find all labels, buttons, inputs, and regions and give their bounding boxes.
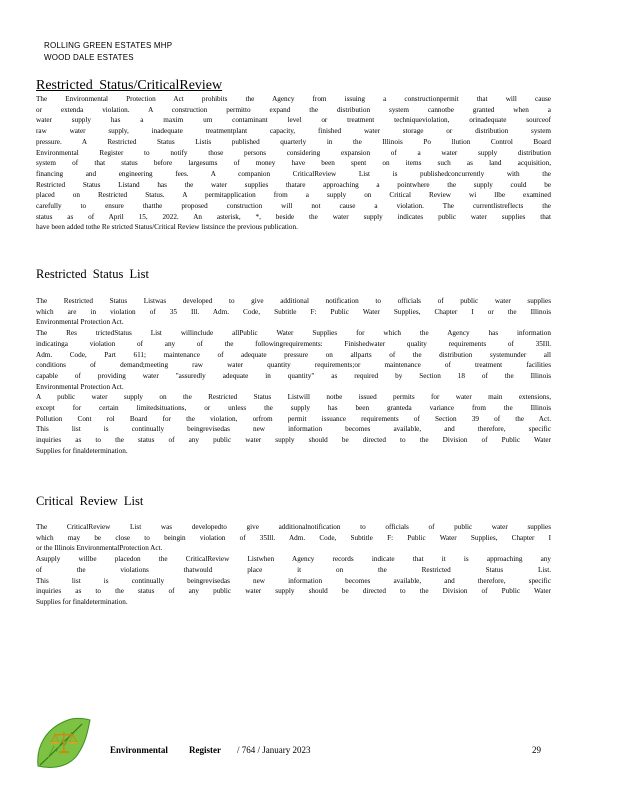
text-line: Adm. Code, Part 611; maintenance of adequate pressure on allparts of the distribution systemunder all [36, 350, 551, 359]
text-line: The Restricted Status Listwas developed to give additional notification to officials of public water supplies [36, 297, 551, 305]
text-line: or the Illinois EnvironmentalProtection Act. [36, 544, 163, 553]
text-line: Environmental Register to notify those persons considering expansion of a water supply distribution [36, 148, 551, 157]
heading-critical-list: Critical Review List [36, 494, 144, 508]
text-line: Pollution Cont rol Board for the violation, orfrom permit issuance requirements of Section 39 of the Act. [36, 414, 551, 423]
text-line: pressure. A Restricted Status Listis published quarterly in the Illinois Po llution Control Board [36, 137, 551, 146]
text-line: Supplies for finaldetermination. [36, 597, 128, 606]
text-line: This list is continually beingrevisedas new information becomes available, and therefore, specific [36, 576, 551, 585]
footer-publication-a: Environmental [110, 745, 168, 755]
footer-publication-b: Register [189, 745, 221, 755]
text-line: status as of April 15, 2022. An asterisk, *, beside the water supply indicates public water supplies that [36, 212, 551, 221]
text-line: water supply has a maxim um contaminant level or treatment techniqueviolation, orinadequate sourceof [36, 116, 551, 125]
text-line: have been added tothe Re stricted Status/Critical Review listsince the previous publication. [36, 223, 298, 232]
text-line: Supplies for finaldetermination. [36, 446, 128, 455]
page-number: 29 [532, 745, 541, 755]
heading-restricted-critical: Restricted Status/CriticalReview [36, 78, 223, 93]
text-line: indicatinga violation of any of the followingrequirements: Finishedwater quality requirements of 35Ill. [36, 339, 551, 348]
text-line: inquiries as to the status of any public water supply should be directed to the Division of Public Water [36, 436, 551, 445]
text-line: Environmental Protection Act. [36, 382, 124, 391]
text-line: system of that status before largesums of money have been spent on items such as land acquisition, [36, 159, 551, 168]
leaf-scales-logo-icon [34, 716, 94, 772]
text-line: This list is continually beingrevisedas new information becomes available, and therefore, specific [36, 425, 551, 434]
text-line: conditions of demand;meeting raw water quantity requirements;or maintenance of treatment facilities [36, 361, 551, 370]
text-line: inquiries as to the status of any public water supply should be directed to the Division of Public Water [36, 587, 551, 596]
text-line: raw water supply, inadequate treatmentplant capacity, finished water storage or distribution system [36, 127, 551, 136]
text-line: The CriticalReview List was developedto give additionalnotification to officials of public water supplies [36, 523, 551, 531]
paragraph-critical-list [36, 522, 551, 608]
text-line: carefully to ensure thatthe proposed construction will not cause a violation. The currentlistreflects the [36, 202, 551, 211]
text-line: or extenda violation. A construction permitto expand the distribution system cannotbe granted when a [36, 105, 551, 114]
text-line: Asupply willbe placedon the CriticalReview Listwhen Agency records indicate that it is approaching any [36, 555, 551, 564]
text-line: The Environmental Protection Act prohibits the Agency from issuing a constructionpermit that will cause [36, 95, 551, 103]
header-line-2: WOOD DALE ESTATES [44, 53, 134, 62]
text-line: A public water supply on the Restricted Status Listwill notbe issued permits for water main extensions, [36, 393, 551, 402]
text-line: which are in violation of 35 Ill. Adm. Code, Subtitle F: Public Water Supplies, Chapter I or the Illinois [36, 307, 551, 316]
paragraph-restricted-list [36, 296, 551, 457]
paragraph-restricted-critical [36, 94, 551, 233]
text-line: except for certain limitedsituations, or unless the supply has been granteda variance from the Illinois [36, 404, 551, 413]
footer-issue: / 764 / January 2023 [237, 745, 311, 755]
text-line: Environmental Protection Act. [36, 318, 124, 327]
text-line: The Res trictedStatus List willinclude allPublic Water Supplies for which the Agency has information [36, 329, 551, 338]
header-line-1: ROLLING GREEN ESTATES MHP [44, 41, 173, 50]
document-header [44, 40, 172, 64]
heading-restricted-list: Restricted Status List [36, 267, 149, 281]
text-line: capable of providing water "assuredly adequate in quantity" as required by Section 18 of the Illinois [36, 371, 551, 380]
text-line: placed on Restricted Status. A permitapplication from a supply on Critical Review wi llbe examined [36, 191, 551, 200]
text-line: of the violations thatwould place it on the Restricted Status List. [36, 565, 551, 574]
text-line: Restricted Status Listand has the water supplies thatare approaching a pointwhere the supply could be [36, 180, 551, 189]
text-line: financing and engineering fees. A companion CriticalReview List is publishedconcurrently with the [36, 169, 551, 178]
text-line: which may be close to beingin violation of 35Ill. Adm. Code, Subtitle F: Public Water Supplies, Chapter I [36, 533, 551, 542]
